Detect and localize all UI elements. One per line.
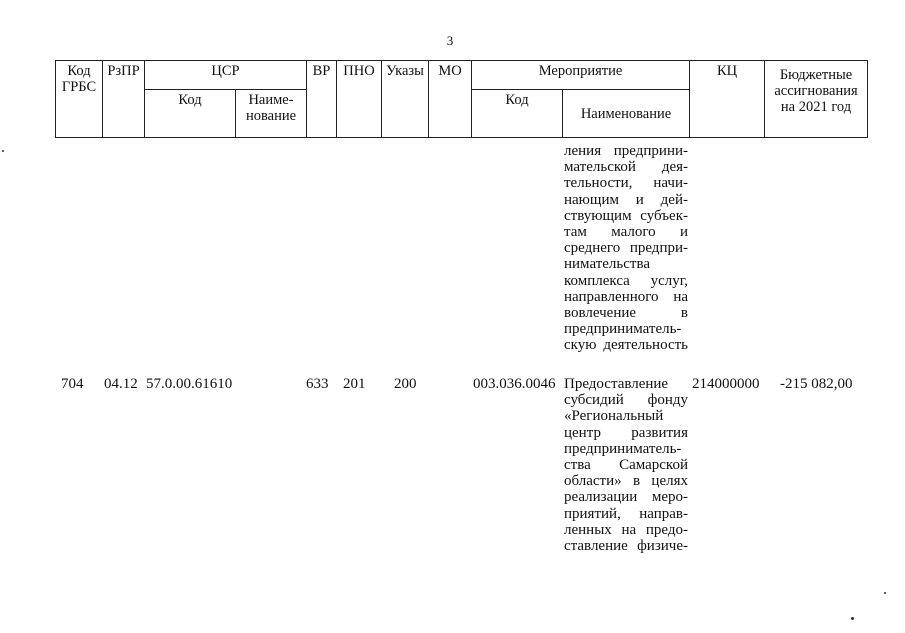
description-line: комплекса услуг, <box>564 272 688 289</box>
header-csr-kod: Код <box>145 90 236 138</box>
header-rzpr: РзПР <box>103 61 145 138</box>
header-kod-grbs: Код ГРБС <box>56 61 103 138</box>
description-line: реализации меро- <box>564 489 688 506</box>
description-line: центр развития <box>564 424 688 441</box>
header-budget: Бюджетные ассигнования на 2021 год <box>765 61 868 138</box>
header-csr: ЦСР <box>145 61 307 90</box>
scan-speck <box>851 617 854 620</box>
description-line: среднего предпри- <box>564 240 688 257</box>
row-kc: 214000000 <box>692 376 760 392</box>
row-mer-kod: 003.036.0046 <box>473 376 556 392</box>
description-line: нимательства <box>564 256 651 273</box>
description-line: «Региональный <box>564 408 664 425</box>
description-line: предприниматель- <box>564 321 682 338</box>
header-mer-name: Наименование <box>563 90 690 138</box>
row-mer-name <box>564 376 688 554</box>
description-line: мательской дея- <box>564 159 688 176</box>
description-line: ленных на предо- <box>564 521 688 538</box>
row-rzpr: 04.12 <box>104 376 138 392</box>
row-pno: 201 <box>343 376 366 392</box>
description-line: ставление физиче- <box>564 538 688 555</box>
scan-speck <box>2 150 4 152</box>
header-kc: КЦ <box>690 61 765 138</box>
header-ukazy: Указы <box>382 61 429 138</box>
scan-speck <box>884 592 886 594</box>
description-line: приятий, направ- <box>564 505 688 522</box>
description-line: ления предприни- <box>564 143 688 159</box>
header-mer-kod: Код <box>472 90 563 138</box>
row-vr: 633 <box>306 376 329 392</box>
row-csr: 57.0.00.61610 <box>146 376 233 392</box>
description-line: тельности, начи- <box>564 175 688 192</box>
row-kod-grbs: 704 <box>61 376 84 392</box>
continuation-description <box>564 143 688 354</box>
description-line: предприниматель- <box>564 440 682 457</box>
header-vr: ВР <box>307 61 337 138</box>
header-pno: ПНО <box>337 61 382 138</box>
table-header <box>55 60 868 138</box>
description-line: направленного на <box>564 288 688 305</box>
row-budget: -215 082,00 <box>780 376 853 392</box>
header-meropriyatie: Мероприятие <box>472 61 690 90</box>
description-line: ства Самарской <box>564 457 688 474</box>
page-number: 3 <box>446 33 454 48</box>
description-line: ствующим субъек- <box>564 207 688 224</box>
description-line: там малого и <box>564 224 688 241</box>
description-line: области» в целях <box>564 473 688 490</box>
description-line: скую деятельность <box>564 337 688 354</box>
header-mo: МО <box>429 61 472 138</box>
header-csr-name: Наиме-нование <box>236 90 307 138</box>
description-line: нающим и дей- <box>564 191 688 208</box>
description-line: Предоставление <box>564 376 669 392</box>
row-ukazy: 200 <box>394 376 417 392</box>
description-line: вовлечение в <box>564 305 688 322</box>
description-line: субсидий фонду <box>564 392 688 409</box>
